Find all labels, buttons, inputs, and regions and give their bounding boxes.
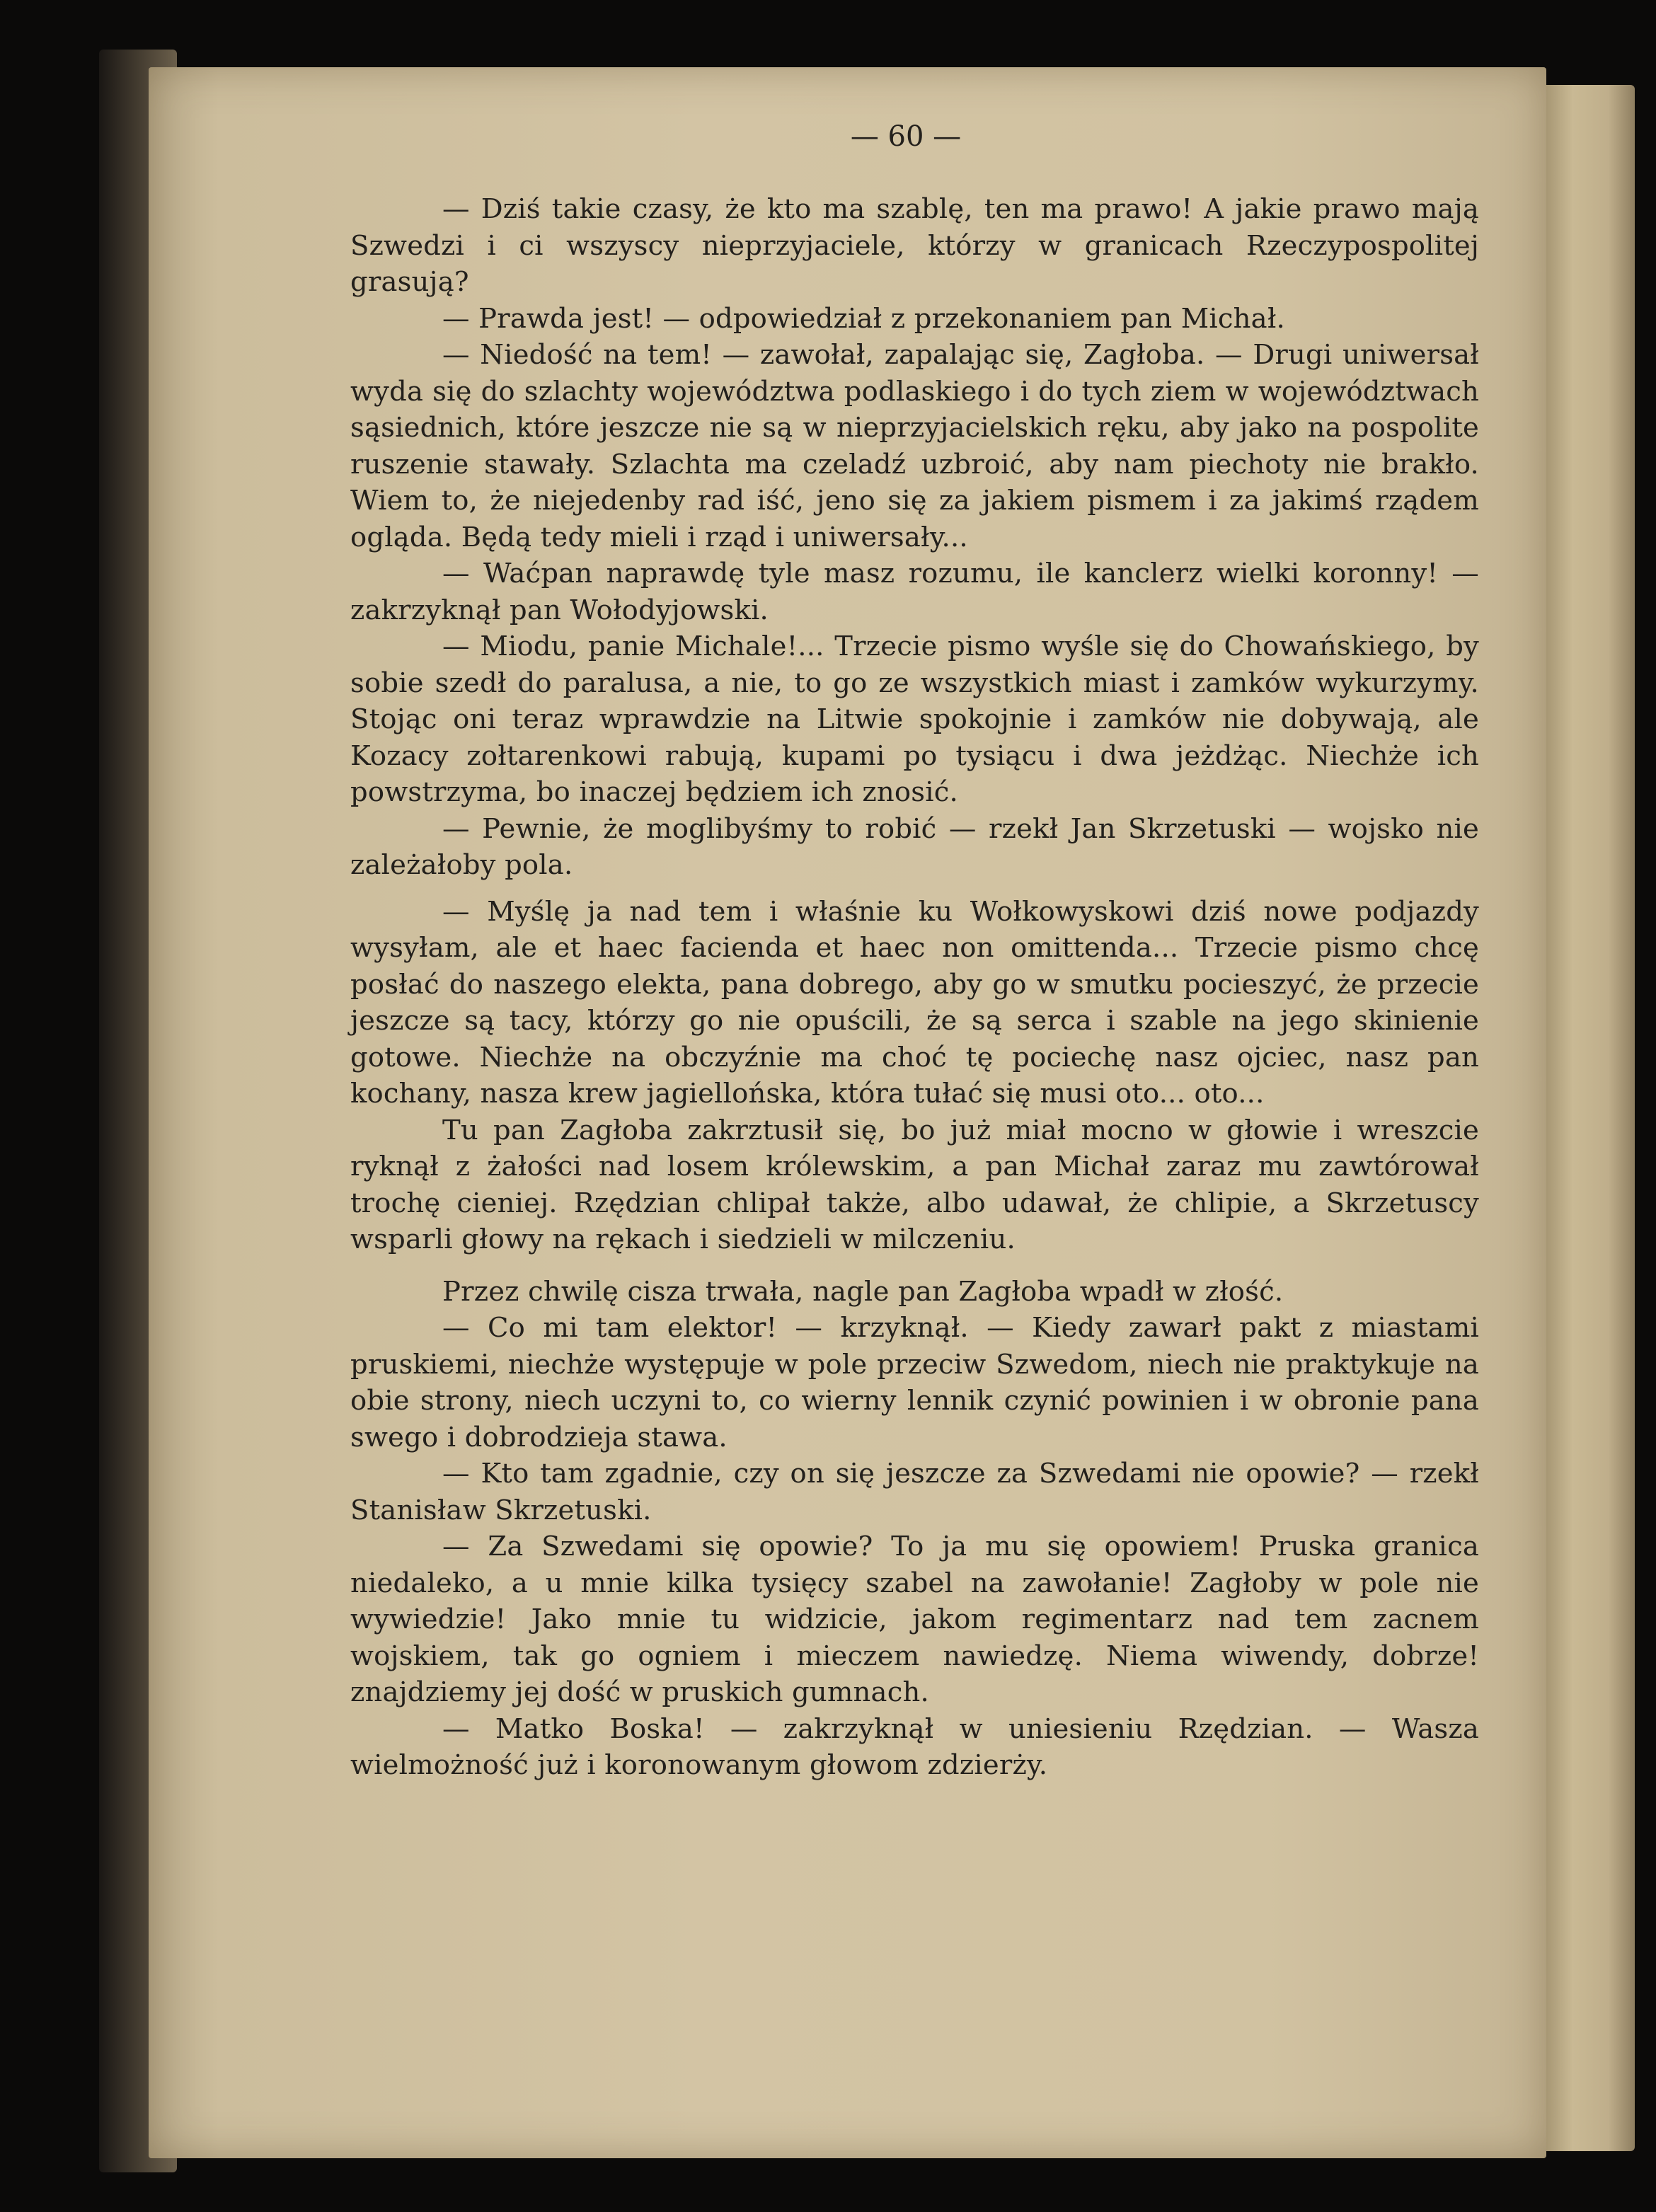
paragraph: — Kto tam zgadnie, czy on się jeszcze za Szwedami nie opowie? — rzekł Stanisław Skrzetuski. xyxy=(350,1458,1479,1526)
paragraph: Tu pan Zagłoba zakrztusił się, bo już miał mocno w głowie i wreszcie ryknął z żałości nad losem królewskim, a pan Michał zaraz mu zawtórował trochę cieniej. Rzędzian chlipał także, albo udawał, że chlipie, a Skrzetuscy wsparli głowy na rękach i siedzieli w milczeniu. xyxy=(350,1114,1479,1255)
paragraph: — Matko Boska! — zakrzyknął w uniesieniu Rzędzian. — Wasza wielmożność już i koronowanym głowom zdzierży. xyxy=(350,1712,1479,1781)
page-number: — 60 — xyxy=(850,120,962,153)
paragraph: — Co mi tam elektor! — krzyknął. — Kiedy zawarł pakt z miastami pruskiemi, niechże występuje w pole przeciw Szwedom, niech nie praktykuje na obie strony, niech uczyni to, co wierny lennik czynić powinien i w obronie pana swego i dobrodzieja stawa. xyxy=(350,1312,1479,1453)
paragraph: — Pewnie, że moglibyśmy to robić — rzekł Jan Skrzetuski — wojsko nie zależałoby pola. xyxy=(350,812,1479,881)
paragraph: — Myślę ja nad tem i właśnie ku Wołkowyskowi dziś nowe podjazdy wysyłam, ale et haec facienda et haec non omittenda... Trzecie pismo chcę posłać do naszego elekta, pana dobrego, aby go w smutku pocieszyć, że przecie jeszcze są tacy, którzy go nie opuścili, że są serca i szable na jego skinienie gotowe. Niechże na obczyźnie ma choć tę pociechę nasz ojciec, nasz pan kochany, nasza krew jagiellońska, która tułać się musi oto... oto... xyxy=(350,895,1479,1110)
paragraph: — Prawda jest! — odpowiedział z przekonaniem pan Michał. xyxy=(442,302,1285,335)
paragraph: — Za Szwedami się opowie? To ja mu się opowiem! Pruska granica niedaleko, a u mnie kilka tysięcy szabel na zawołanie! Zagłoby w pole nie wywiedzie! Jako mnie tu widzicie, jakom regimentarz nad tem zacnem wojskiem, tak go ogniem i mieczem nawiedzę. Niema wiwendy, dobrze! znajdziemy jej dość w pruskich gumnach. xyxy=(350,1531,1479,1708)
paragraph: — Niedość na tem! — zawołał, zapalając się, Zagłoba. — Drugi uniwersał wyda się do szlachty województwa podlaskiego i do tych ziem w województwach sąsiednich, które jeszcze nie są w nieprzyjacielskich ręku, aby jako na pospolite ruszenie stawały. Szlachta ma czeladź uzbroić, aby nam piechoty nie brakło. Wiem to, że niejedenby rad iść, jeno się za jakiem pismem i za jakimś rządem ogląda. Będą tedy mieli i rząd i uniwersały... xyxy=(350,339,1479,553)
paragraph: — Waćpan naprawdę tyle masz rozumu, ile kanclerz wielki koronny! — zakrzyknął pan Wołodyjowski. xyxy=(350,558,1479,626)
paragraph: — Dziś takie czasy, że kto ma szablę, ten ma prawo! A jakie prawo mają Szwedzi i ci wszyscy nieprzyjaciele, którzy w granicach Rzeczypospolitej grasują? xyxy=(350,193,1479,298)
page-text xyxy=(350,191,1479,1784)
page-edge-stack xyxy=(1546,85,1635,2151)
paragraph: Przez chwilę cisza trwała, nagle pan Zagłoba wpadł w złość. xyxy=(442,1275,1284,1308)
paragraph: — Miodu, panie Michale!... Trzecie pismo wyśle się do Chowańskiego, by sobie szedł do paralusa, a nie, to go ze wszystkich miast i zamków wykurzymy. Stojąc oni teraz wprawdzie na Litwie spokojnie i zamków nie dobywają, ale Kozacy zołtarenkowi rabują, kupami po tysiącu i dwa jeżdżąc. Niechże ich powstrzyma, bo inaczej będziem ich znosić. xyxy=(350,630,1479,808)
